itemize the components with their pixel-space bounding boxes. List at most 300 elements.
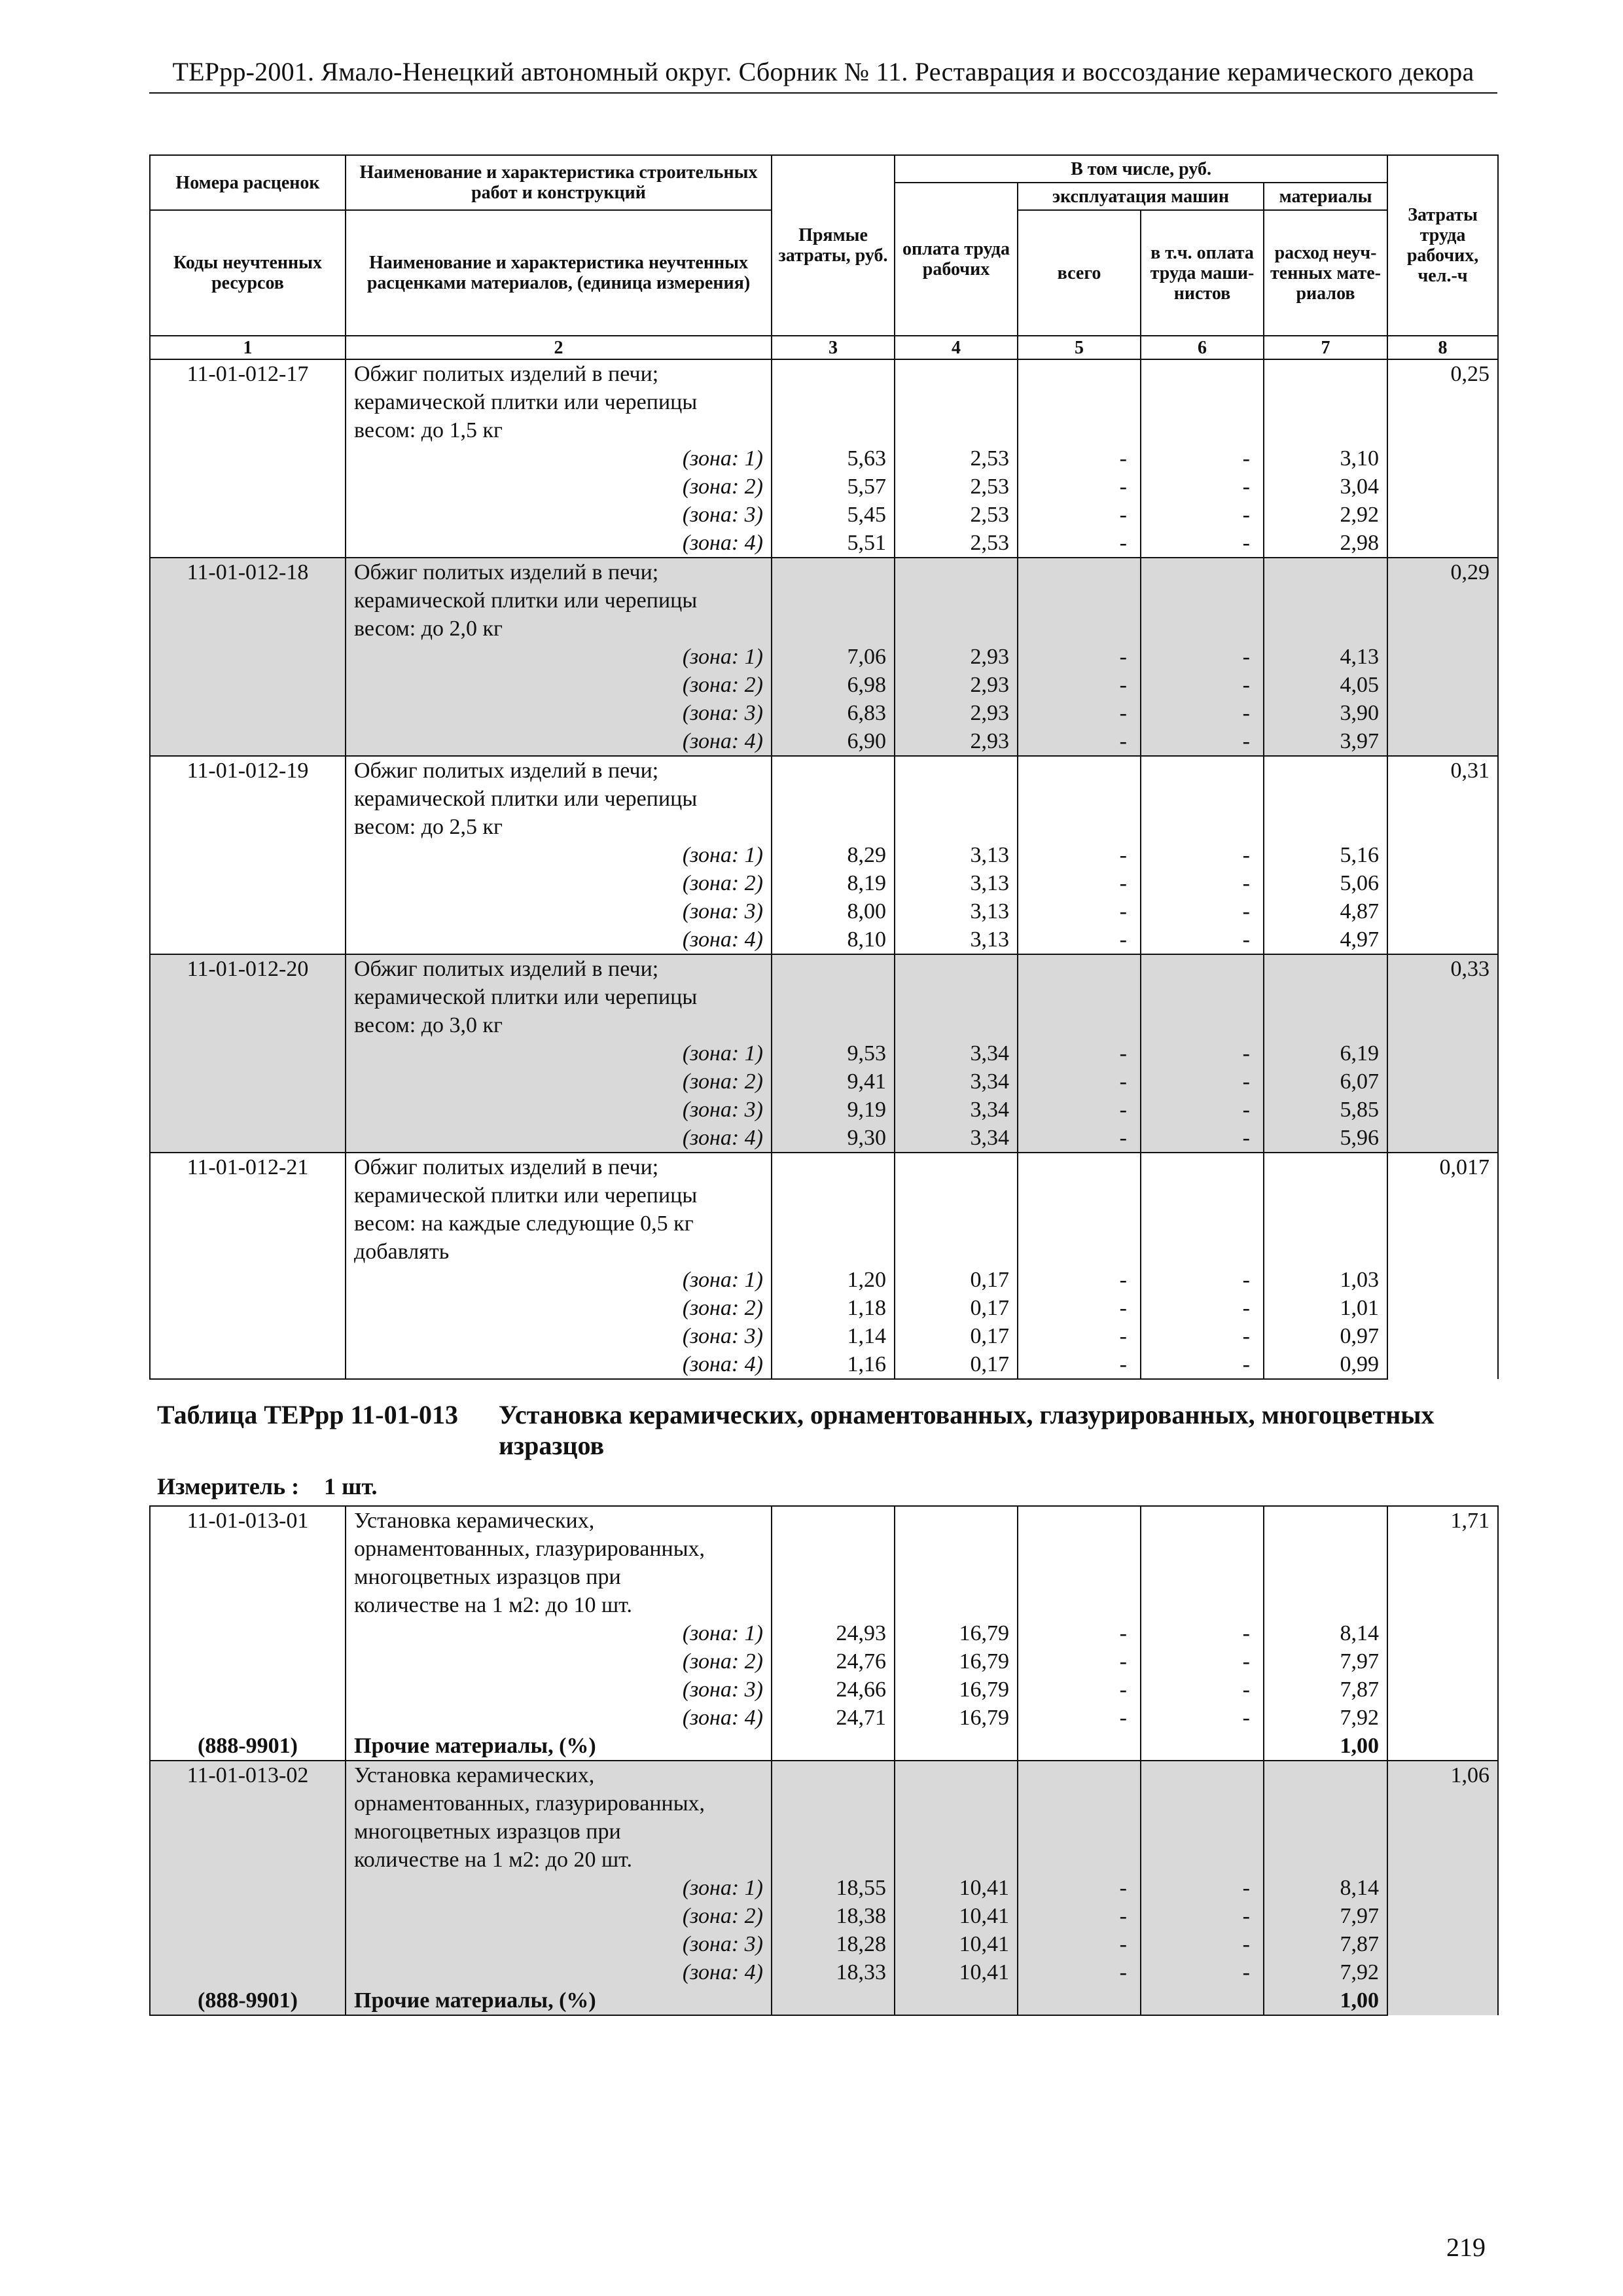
table-row xyxy=(150,643,1498,671)
work-description: Установка керамических, xyxy=(346,1506,772,1535)
zone-label: (зона: 2) xyxy=(346,1647,772,1676)
empty-cell xyxy=(150,1704,346,1732)
direct-costs-value: 9,53 xyxy=(772,1039,895,1067)
operator-pay-value: - xyxy=(1141,1930,1264,1958)
work-description: Обжиг политых изделий в печи; xyxy=(346,954,772,983)
machine-total-value: - xyxy=(1018,1676,1141,1704)
labor-value: 1,06 xyxy=(1387,1761,1498,2015)
materials-value: 7,97 xyxy=(1264,1902,1387,1930)
table-row xyxy=(150,444,1498,473)
empty-cell xyxy=(150,699,346,727)
operator-pay-value: - xyxy=(1141,1350,1264,1379)
table-row xyxy=(150,1266,1498,1294)
table-row xyxy=(150,1619,1498,1647)
table-row xyxy=(150,869,1498,897)
zone-label: (зона: 1) xyxy=(346,841,772,869)
materials-value: 2,98 xyxy=(1264,529,1387,558)
empty-cell xyxy=(150,1958,346,1986)
empty-cell xyxy=(150,869,346,897)
materials-value: 5,85 xyxy=(1264,1096,1387,1124)
resource-name: Прочие материалы, (%) xyxy=(346,1986,772,2015)
empty-cell xyxy=(772,359,895,444)
direct-costs-value: 9,30 xyxy=(772,1124,895,1153)
machine-total-value: - xyxy=(1018,841,1141,869)
materials-value: 7,92 xyxy=(1264,1704,1387,1732)
work-description: весом: до 3,0 кг xyxy=(346,1011,772,1039)
operator-pay-value: - xyxy=(1141,727,1264,756)
work-description: керамической плитки или черепицы xyxy=(346,983,772,1011)
operator-pay-value: - xyxy=(1141,699,1264,727)
operator-pay-value: - xyxy=(1141,841,1264,869)
operator-pay-value: - xyxy=(1141,1647,1264,1676)
table-row xyxy=(150,1986,1498,2015)
worker-pay-value: 3,34 xyxy=(895,1124,1018,1153)
machine-total-value: - xyxy=(1018,1902,1141,1930)
zone-label: (зона: 3) xyxy=(346,1322,772,1350)
empty-cell xyxy=(150,1902,346,1930)
empty-cell xyxy=(772,1986,895,2015)
labor-value: 0,29 xyxy=(1387,558,1498,756)
empty-cell xyxy=(150,1266,346,1294)
empty-cell xyxy=(1018,954,1141,1039)
operator-pay-value: - xyxy=(1141,501,1264,529)
empty-cell xyxy=(1141,1506,1264,1619)
empty-cell xyxy=(150,1350,346,1379)
zone-label: (зона: 1) xyxy=(346,1619,772,1647)
empty-cell xyxy=(150,671,346,699)
zone-label: (зона: 3) xyxy=(346,699,772,727)
table-row xyxy=(150,1732,1498,1761)
empty-cell xyxy=(150,1619,346,1647)
work-description: многоцветных изразцов при xyxy=(346,1563,772,1591)
worker-pay-value: 10,41 xyxy=(895,1930,1018,1958)
table-row xyxy=(150,1322,1498,1350)
col-number: 6 xyxy=(1141,336,1264,359)
empty-cell xyxy=(150,1039,346,1067)
col-material-name: Наименование и характеристика неучтенных расценками материалов, (единица измерения) xyxy=(346,210,772,336)
empty-cell xyxy=(150,1647,346,1676)
direct-costs-value: 8,29 xyxy=(772,841,895,869)
direct-costs-value: 8,00 xyxy=(772,897,895,925)
table-row xyxy=(150,1647,1498,1676)
machine-total-value: - xyxy=(1018,1096,1141,1124)
worker-pay-value: 2,93 xyxy=(895,643,1018,671)
col-resource-codes: Коды неучтенных ресурсов xyxy=(150,210,346,336)
machine-total-value: - xyxy=(1018,643,1141,671)
materials-value: 8,14 xyxy=(1264,1619,1387,1647)
worker-pay-value: 3,34 xyxy=(895,1096,1018,1124)
direct-costs-value: 24,71 xyxy=(772,1704,895,1732)
direct-costs-value: 6,98 xyxy=(772,671,895,699)
direct-costs-value: 24,76 xyxy=(772,1647,895,1676)
empty-cell xyxy=(895,558,1018,643)
machine-total-value: - xyxy=(1018,1958,1141,1986)
direct-costs-value: 6,83 xyxy=(772,699,895,727)
materials-value: 4,97 xyxy=(1264,925,1387,954)
empty-cell xyxy=(1264,1153,1387,1266)
worker-pay-value: 0,17 xyxy=(895,1294,1018,1322)
operator-pay-value: - xyxy=(1141,671,1264,699)
unit-of-measure xyxy=(157,1473,377,1500)
operator-pay-value: - xyxy=(1141,1039,1264,1067)
materials-value: 4,87 xyxy=(1264,897,1387,925)
materials-value: 3,04 xyxy=(1264,473,1387,501)
table-row xyxy=(150,1506,1498,1535)
machine-total-value: - xyxy=(1018,1322,1141,1350)
empty-cell xyxy=(895,1761,1018,1874)
empty-cell xyxy=(1018,756,1141,841)
col-number: 4 xyxy=(895,336,1018,359)
materials-value: 7,97 xyxy=(1264,1647,1387,1676)
table-row xyxy=(150,1761,1498,1789)
empty-cell xyxy=(150,501,346,529)
materials-value: 1,01 xyxy=(1264,1294,1387,1322)
operator-pay-value: - xyxy=(1141,1322,1264,1350)
machine-total-value: - xyxy=(1018,1874,1141,1902)
empty-cell xyxy=(1141,954,1264,1039)
zone-label: (зона: 1) xyxy=(346,1874,772,1902)
empty-cell xyxy=(895,1506,1018,1619)
zone-label: (зона: 4) xyxy=(346,1958,772,1986)
machine-total-value: - xyxy=(1018,444,1141,473)
empty-cell xyxy=(895,756,1018,841)
col-direct-costs: Прямые затраты, руб. xyxy=(772,155,895,336)
direct-costs-value: 1,18 xyxy=(772,1294,895,1322)
operator-pay-value: - xyxy=(1141,1067,1264,1096)
empty-cell xyxy=(150,727,346,756)
work-description: керамической плитки или черепицы xyxy=(346,785,772,813)
machine-total-value: - xyxy=(1018,1930,1141,1958)
empty-cell xyxy=(895,1732,1018,1761)
operator-pay-value: - xyxy=(1141,1294,1264,1322)
work-description: Обжиг политых изделий в печи; xyxy=(346,359,772,388)
empty-cell xyxy=(772,1506,895,1619)
operator-pay-value: - xyxy=(1141,1958,1264,1986)
worker-pay-value: 0,17 xyxy=(895,1266,1018,1294)
materials-value: 4,05 xyxy=(1264,671,1387,699)
empty-cell xyxy=(1018,359,1141,444)
col-rate-numbers: Номера расценок xyxy=(150,155,346,210)
operator-pay-value: - xyxy=(1141,473,1264,501)
table-row xyxy=(150,501,1498,529)
worker-pay-value: 2,93 xyxy=(895,671,1018,699)
zone-label: (зона: 3) xyxy=(346,897,772,925)
machine-total-value: - xyxy=(1018,699,1141,727)
materials-value: 1,03 xyxy=(1264,1266,1387,1294)
materials-value: 8,14 xyxy=(1264,1874,1387,1902)
empty-cell xyxy=(150,1096,346,1124)
empty-cell xyxy=(1018,1761,1141,1874)
resource-code: (888-9901) xyxy=(150,1732,346,1761)
zone-label: (зона: 3) xyxy=(346,501,772,529)
materials-value: 3,90 xyxy=(1264,699,1387,727)
work-description: Обжиг политых изделий в печи; xyxy=(346,756,772,785)
materials-value: 7,92 xyxy=(1264,1958,1387,1986)
worker-pay-value: 16,79 xyxy=(895,1704,1018,1732)
resource-value: 1,00 xyxy=(1264,1986,1387,2015)
labor-value: 1,71 xyxy=(1387,1506,1498,1761)
table-row xyxy=(150,1124,1498,1153)
work-description: весом: до 2,0 кг xyxy=(346,615,772,643)
rates-table-11-01-013 xyxy=(149,1505,1499,2016)
machine-total-value: - xyxy=(1018,1039,1141,1067)
zone-label: (зона: 3) xyxy=(346,1930,772,1958)
table-row xyxy=(150,1676,1498,1704)
work-description: керамической плитки или черепицы xyxy=(346,388,772,416)
operator-pay-value: - xyxy=(1141,1096,1264,1124)
machine-total-value: - xyxy=(1018,1067,1141,1096)
table-row xyxy=(150,1958,1498,1986)
direct-costs-value: 5,57 xyxy=(772,473,895,501)
zone-label: (зона: 4) xyxy=(346,925,772,954)
zone-label: (зона: 4) xyxy=(346,727,772,756)
col-number: 7 xyxy=(1264,336,1387,359)
work-description: орнаментованных, глазурированных, xyxy=(346,1535,772,1563)
resource-value: 1,00 xyxy=(1264,1732,1387,1761)
machine-total-value: - xyxy=(1018,1266,1141,1294)
machine-total-value: - xyxy=(1018,925,1141,954)
materials-value: 4,13 xyxy=(1264,643,1387,671)
zone-label: (зона: 2) xyxy=(346,1067,772,1096)
empty-cell xyxy=(150,1322,346,1350)
empty-cell xyxy=(1264,1761,1387,1874)
col-number: 3 xyxy=(772,336,895,359)
materials-value: 0,97 xyxy=(1264,1322,1387,1350)
zone-label: (зона: 2) xyxy=(346,869,772,897)
worker-pay-value: 2,53 xyxy=(895,501,1018,529)
direct-costs-value: 18,28 xyxy=(772,1930,895,1958)
operator-pay-value: - xyxy=(1141,643,1264,671)
operator-pay-value: - xyxy=(1141,1874,1264,1902)
operator-pay-value: - xyxy=(1141,925,1264,954)
page-header: ТЕРрр-2001. Ямало-Ненецкий автономный округ. Сборник № 11. Реставрация и воссоздание керамического декора xyxy=(149,56,1497,94)
work-description: керамической плитки или черепицы xyxy=(346,1181,772,1210)
worker-pay-value: 2,53 xyxy=(895,444,1018,473)
machine-total-value: - xyxy=(1018,501,1141,529)
work-description: весом: до 2,5 кг xyxy=(346,813,772,841)
zone-label: (зона: 3) xyxy=(346,1676,772,1704)
machine-total-value: - xyxy=(1018,1350,1141,1379)
operator-pay-value: - xyxy=(1141,897,1264,925)
operator-pay-value: - xyxy=(1141,1266,1264,1294)
empty-cell xyxy=(895,1986,1018,2015)
table-row xyxy=(150,954,1498,983)
empty-cell xyxy=(1141,756,1264,841)
work-description: добавлять xyxy=(346,1238,772,1266)
empty-cell xyxy=(1264,558,1387,643)
machine-total-value: - xyxy=(1018,727,1141,756)
materials-value: 0,99 xyxy=(1264,1350,1387,1379)
materials-value: 3,97 xyxy=(1264,727,1387,756)
col-number: 2 xyxy=(346,336,772,359)
worker-pay-value: 2,53 xyxy=(895,473,1018,501)
table-row xyxy=(150,699,1498,727)
empty-cell xyxy=(1018,1732,1141,1761)
zone-label: (зона: 1) xyxy=(346,444,772,473)
empty-cell xyxy=(1264,359,1387,444)
table-row xyxy=(150,558,1498,586)
materials-value: 3,10 xyxy=(1264,444,1387,473)
worker-pay-value: 16,79 xyxy=(895,1619,1018,1647)
zone-label: (зона: 1) xyxy=(346,1266,772,1294)
empty-cell xyxy=(895,359,1018,444)
direct-costs-value: 24,93 xyxy=(772,1619,895,1647)
work-description: орнаментованных, глазурированных, xyxy=(346,1789,772,1818)
empty-cell xyxy=(1018,1153,1141,1266)
operator-pay-value: - xyxy=(1141,1676,1264,1704)
rate-code: 11-01-012-18 xyxy=(150,558,346,643)
table-row xyxy=(150,925,1498,954)
rate-code: 11-01-012-21 xyxy=(150,1153,346,1266)
operator-pay-value: - xyxy=(1141,444,1264,473)
table-number: Таблица ТЕРрр 11-01-013 xyxy=(157,1400,458,1429)
empty-cell xyxy=(1018,1986,1141,2015)
worker-pay-value: 3,34 xyxy=(895,1067,1018,1096)
work-description: Обжиг политых изделий в печи; xyxy=(346,1153,772,1181)
materials-value: 6,07 xyxy=(1264,1067,1387,1096)
zone-label: (зона: 4) xyxy=(346,1350,772,1379)
empty-cell xyxy=(1264,1506,1387,1619)
table-row xyxy=(150,671,1498,699)
table-row xyxy=(150,841,1498,869)
worker-pay-value: 10,41 xyxy=(895,1958,1018,1986)
worker-pay-value: 3,13 xyxy=(895,925,1018,954)
table-body xyxy=(150,1506,1498,2015)
machine-total-value: - xyxy=(1018,473,1141,501)
empty-cell xyxy=(772,756,895,841)
empty-cell xyxy=(772,1732,895,1761)
table-row xyxy=(150,727,1498,756)
work-description: Установка керамических, xyxy=(346,1761,772,1789)
table-row xyxy=(150,1874,1498,1902)
direct-costs-value: 8,10 xyxy=(772,925,895,954)
table-row xyxy=(150,1153,1498,1181)
worker-pay-value: 2,93 xyxy=(895,699,1018,727)
empty-cell xyxy=(150,897,346,925)
labor-value: 0,33 xyxy=(1387,954,1498,1153)
labor-value: 0,31 xyxy=(1387,756,1498,954)
machine-total-value: - xyxy=(1018,1124,1141,1153)
table-row xyxy=(150,1067,1498,1096)
machine-total-value: - xyxy=(1018,897,1141,925)
operator-pay-value: - xyxy=(1141,1619,1264,1647)
empty-cell xyxy=(150,529,346,558)
zone-label: (зона: 1) xyxy=(346,1039,772,1067)
direct-costs-value: 24,66 xyxy=(772,1676,895,1704)
empty-cell xyxy=(150,1294,346,1322)
col-total: всего xyxy=(1018,210,1141,336)
col-machine-ops: эксплуатация машин xyxy=(1018,183,1264,210)
direct-costs-value: 7,06 xyxy=(772,643,895,671)
table-row xyxy=(150,1350,1498,1379)
rate-code: 11-01-013-01 xyxy=(150,1506,346,1619)
empty-cell xyxy=(1141,1732,1264,1761)
worker-pay-value: 3,13 xyxy=(895,897,1018,925)
work-description: керамической плитки или черепицы xyxy=(346,586,772,615)
direct-costs-value: 18,38 xyxy=(772,1902,895,1930)
operator-pay-value: - xyxy=(1141,529,1264,558)
empty-cell xyxy=(150,444,346,473)
zone-label: (зона: 2) xyxy=(346,473,772,501)
rate-code: 11-01-012-17 xyxy=(150,359,346,444)
empty-cell xyxy=(772,954,895,1039)
empty-cell xyxy=(895,954,1018,1039)
empty-cell xyxy=(772,1153,895,1266)
rate-code: 11-01-012-20 xyxy=(150,954,346,1039)
zone-label: (зона: 4) xyxy=(346,1704,772,1732)
empty-cell xyxy=(772,558,895,643)
page-number: 219 xyxy=(1446,2233,1486,2262)
table-row xyxy=(150,1902,1498,1930)
direct-costs-value: 18,55 xyxy=(772,1874,895,1902)
table-row xyxy=(150,529,1498,558)
machine-total-value: - xyxy=(1018,671,1141,699)
table-row xyxy=(150,756,1498,785)
table-row xyxy=(150,1704,1498,1732)
materials-value: 5,16 xyxy=(1264,841,1387,869)
empty-cell xyxy=(150,643,346,671)
worker-pay-value: 10,41 xyxy=(895,1874,1018,1902)
direct-costs-value: 6,90 xyxy=(772,727,895,756)
empty-cell xyxy=(1264,954,1387,1039)
operator-pay-value: - xyxy=(1141,1704,1264,1732)
machine-total-value: - xyxy=(1018,1704,1141,1732)
labor-value: 0,017 xyxy=(1387,1153,1498,1379)
labor-value: 0,25 xyxy=(1387,359,1498,558)
empty-cell xyxy=(150,1676,346,1704)
operator-pay-value: - xyxy=(1141,1902,1264,1930)
worker-pay-value: 10,41 xyxy=(895,1902,1018,1930)
empty-cell xyxy=(150,841,346,869)
machine-total-value: - xyxy=(1018,869,1141,897)
zone-label: (зона: 4) xyxy=(346,1124,772,1153)
direct-costs-value: 8,19 xyxy=(772,869,895,897)
empty-cell xyxy=(150,1874,346,1902)
col-labor-costs: Затраты труда рабочих, чел.-ч xyxy=(1387,155,1498,336)
direct-costs-value: 5,63 xyxy=(772,444,895,473)
meter-value: 1 шт. xyxy=(324,1473,378,1499)
direct-costs-value: 1,14 xyxy=(772,1322,895,1350)
empty-cell xyxy=(1141,1153,1264,1266)
work-description: количестве на 1 м2: до 20 шт. xyxy=(346,1846,772,1874)
column-numbers-row xyxy=(150,336,1498,359)
materials-value: 7,87 xyxy=(1264,1930,1387,1958)
col-number: 8 xyxy=(1387,336,1498,359)
table-header xyxy=(150,155,1498,359)
resource-code: (888-9901) xyxy=(150,1986,346,2015)
materials-value: 7,87 xyxy=(1264,1676,1387,1704)
materials-value: 6,19 xyxy=(1264,1039,1387,1067)
rate-code: 11-01-012-19 xyxy=(150,756,346,841)
work-description: весом: до 1,5 кг xyxy=(346,416,772,444)
empty-cell xyxy=(895,1153,1018,1266)
machine-total-value: - xyxy=(1018,529,1141,558)
col-materials: материалы xyxy=(1264,183,1387,210)
direct-costs-value: 5,45 xyxy=(772,501,895,529)
direct-costs-value: 1,16 xyxy=(772,1350,895,1379)
direct-costs-value: 9,41 xyxy=(772,1067,895,1096)
direct-costs-value: 9,19 xyxy=(772,1096,895,1124)
worker-pay-value: 2,53 xyxy=(895,529,1018,558)
col-work-name: Наименование и характеристика строительных работ и конструкций xyxy=(346,155,772,210)
table-row xyxy=(150,897,1498,925)
direct-costs-value: 18,33 xyxy=(772,1958,895,1986)
work-description: весом: на каждые следующие 0,5 кг xyxy=(346,1210,772,1238)
col-number: 5 xyxy=(1018,336,1141,359)
worker-pay-value: 0,17 xyxy=(895,1350,1018,1379)
resource-name: Прочие материалы, (%) xyxy=(346,1732,772,1761)
col-number: 1 xyxy=(150,336,346,359)
